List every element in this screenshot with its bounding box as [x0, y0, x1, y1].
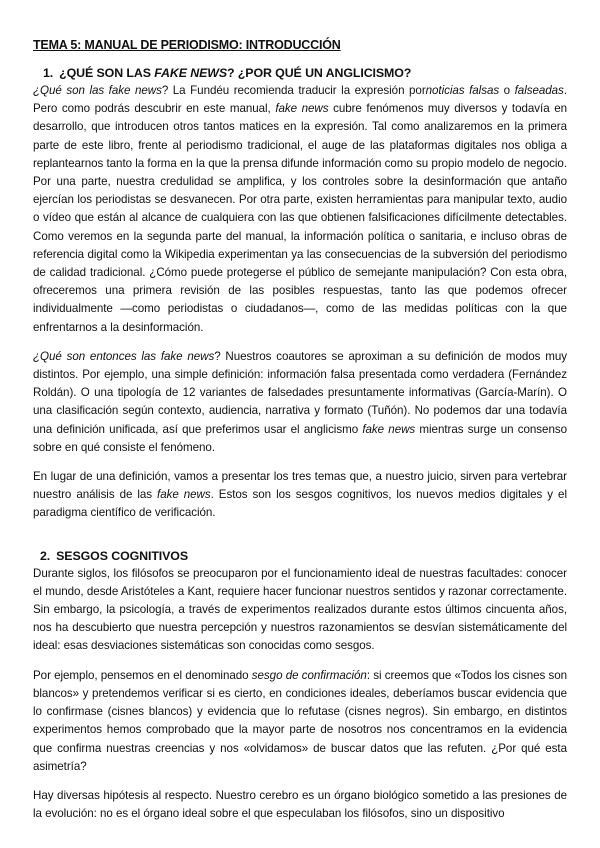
s1p3-text-a: En lugar de una definición, vamos a presentar los tres temas que, a nuestro juicio, sirven para vertebrar nuestro análisis de las: [33, 470, 567, 502]
section-2-number: 2.: [40, 548, 51, 563]
s1p2-text-a: ? Nuestros coautores se aproximan a su definición de modos muy distintos. Por ejemplo, una simple definición: información falsa presentada como verdadera (Fernández Roldán). O una tipología de 12 variantes de falsedades presuntamente informativas (García-Marín). O una clasificación según contexto, audiencia, narrativa y formato (Tuñón). No podemos dar una todavía una definición unificada, así que preferimos usar el anglicismo: [33, 349, 567, 436]
s1p1-mid-2: . Pero como podrás descubrir en este manual,: [33, 84, 567, 116]
s1p1-question: ¿Qué son las fake news: [33, 84, 162, 97]
s1p2-emphasis: fake news: [362, 422, 416, 436]
s1p1-mid-1: o: [499, 84, 515, 97]
section-1-paragraph-2: [33, 348, 567, 457]
s1p1-emphasis-1: noticias falsas: [425, 84, 500, 97]
section-2-paragraph-2: [33, 667, 567, 776]
section-2-heading-text: SESGOS COGNITIVOS: [56, 548, 189, 563]
section-1-number: 1.: [43, 66, 54, 80]
section-2-paragraph-3: Hay diversas hipótesis al respecto. Nuestro cerebro es un órgano biológico sometido a las presiones de la evolución: no es el órgano ideal sobre el que especulaban los filósofos, sino un dispositivo: [33, 788, 567, 821]
section-1-paragraph-1: [33, 82, 567, 337]
s1p1-emphasis-3: fake news: [275, 102, 329, 116]
s2p2-text-b: : si creemos que «Todos los cisnes son blancos» y pretendemos verificar si es cierto, en condiciones ideales, deberíamos buscar evidencia que lo confirmase (cisnes blancos) y evidencia que lo refutase (cisnes negros). Sin embargo, en distintos experimentos hemos comprobado que la mayor parte de nosotros nos concentramos en la evidencia que confirma nuestras creencias y nos «olvidamos» de buscar datos que las refuten. ¿Por qué esta asimetría?: [33, 668, 568, 773]
s1p1-question-end: ? La Fundéu recomienda traducir la expresión por: [161, 84, 426, 97]
s1p3-text-b: . Estos son los sesgos cognitivos, los nuevos medios digitales y el paradigma científico de verificación.: [33, 488, 567, 520]
s2p2-emphasis: sesgo de confirmación: [251, 668, 367, 682]
document-title: TEMA 5: MANUAL DE PERIODISMO: INTRODUCCIÓN: [33, 38, 341, 52]
section-1-heading-emphasis: FAKE NEWS: [154, 66, 227, 80]
s2p2-text-a: Por ejemplo, pensemos en el denominado: [33, 668, 252, 682]
s1p2-text-b: mientras surge un consenso sobre en qué consiste el fenómeno.: [33, 422, 567, 454]
section-1-heading-part-b: ? ¿POR QUÉ UN ANGLICISMO?: [227, 66, 412, 80]
s1p3-emphasis: fake news: [157, 488, 211, 502]
s1p1-rest: cubre fenómenos muy diversos y todavía en desarrollo, que introducen otros tantos matices en la expresión. Tal como analizaremos en la primera parte de este libro, frente al periodismo tradicional, el auge de las plataformas digitales nos obliga a replantearnos tanto la forma en la que la prensa difunde información como su propio modelo de negocio. Por una parte, nuestra credulidad se amplifica, y los controles sobre la desinformación que antaño ejercían los periodistas se desvanecen. Por otra parte, existen herramientas para manipular texto, audio o vídeo que están al alcance de cualquiera con las que obtienen falsificaciones difícilmente detectables. Como veremos en la segunda parte del manual, la información política o sanitaria, e incluso obras de referencia digital como la Wikipedia experimentan ya las consecuencias de la subversión del periodismo de calidad tradicional. ¿Cómo puede protegerse el público de semejante manipulación? Con esta obra, ofreceremos una primera revisión de las posibles respuestas, tanto las que podemos ofrecer individualmente —como periodistas o ciudadanos—, como de las medidas políticas con la que enfrentarnos a la desinformación.: [33, 102, 567, 334]
s1p2-question: ¿Qué son entonces las fake news: [33, 349, 215, 363]
section-2-paragraph-1: Durante siglos, los filósofos se preocuparon por el funcionamiento ideal de nuestras facultades: conocer el mundo, desde Aristóteles a Kant, requiere hacer funcionar nuestros sentidos y razonar correctamente. Sin embargo, la psicología, a través de experimentos realizados durante estos últimos cincuenta años, nos ha descubierto que nuestra percepción y nuestros razonamientos se desvían sistemáticamente del ideal: esas desviaciones sistemáticas son conocidas como sesgos.: [33, 566, 567, 653]
s1p1-emphasis-2: falseadas: [514, 84, 564, 97]
section-1-heading: [33, 66, 567, 80]
section-1-heading-part-a: ¿QUÉ SON LAS: [59, 66, 155, 80]
section-1-paragraph-3: [33, 468, 567, 523]
section-2-heading: [33, 549, 567, 563]
